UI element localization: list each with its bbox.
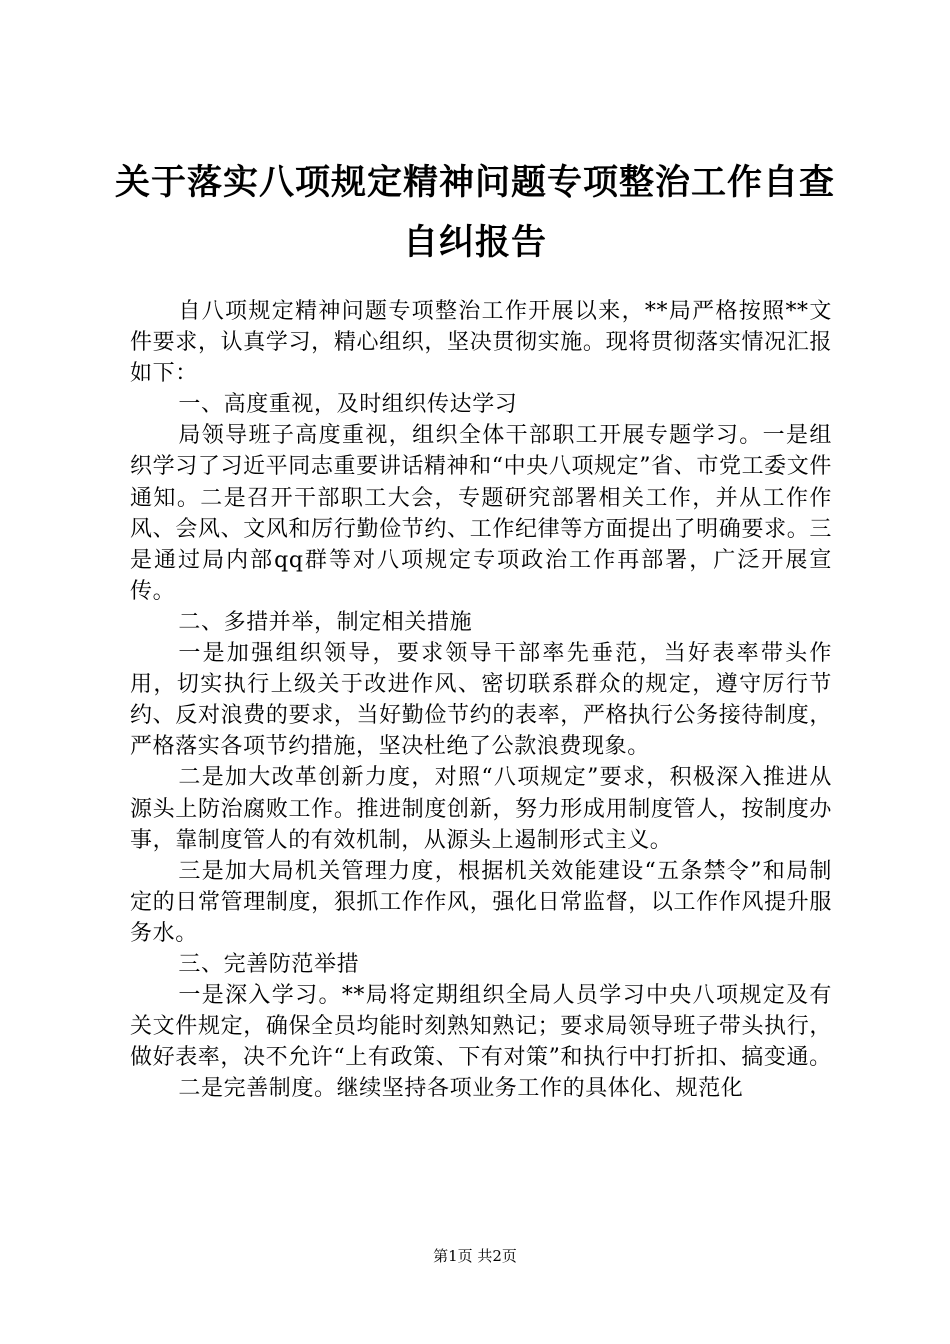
- section-2-paragraph-3: 三是加大局机关管理力度，根据机关效能建设“五条禁令”和局制定的日常管理制度，狠抓工作作风，强化日常监督，以工作作风提升服务水。: [130, 858, 832, 946]
- section-3-paragraph-2: 二是完善制度。继续坚持各项业务工作的具体化、规范化: [178, 1076, 744, 1102]
- document-body: [130, 296, 832, 1104]
- section-2-paragraph-2: 二是加大改革创新力度，对照“八项规定”要求，积极深入推进从源头上防治腐败工作。推进制度创新，努力形成用制度管人，按制度办事，靠制度管人的有效机制，从源头上遏制形式主义。: [130, 765, 832, 853]
- section-2-paragraph-1: 一是加强组织领导，要求领导干部率先垂范，当好表率带头作用，切实执行上级关于改进作风、密切联系群众的规定，遵守厉行节约、反对浪费的要求，当好勤俭节约的表率，严格执行公务接待制度，严格落实各项节约措施，坚决杜绝了公款浪费现象。: [130, 641, 832, 760]
- section-heading-3: 三、完善防范举措: [178, 951, 360, 977]
- section-heading-2: 二、多措并举，制定相关措施: [178, 609, 473, 635]
- document-title-line-1: 关于落实八项规定精神问题专项整治工作自查: [114, 163, 835, 203]
- section-heading-1: 一、高度重视，及时组织传达学习: [178, 392, 518, 418]
- page-number-footer: 第1页 共2页: [433, 1247, 517, 1265]
- section-3-paragraph-1: 一是深入学习。**局将定期组织全局人员学习中央八项规定及有关文件规定，确保全员均能时刻熟知熟记；要求局领导班子带头执行，做好表率，决不允许“上有政策、下有对策”和执行中打折扣、搞变通。: [130, 983, 832, 1071]
- section-1-paragraph: 局领导班子高度重视，组织全体干部职工开展专题学习。一是组织学习了习近平同志重要讲话精神和“中央八项规定”省、市党工委文件通知。二是召开干部职工大会，专题研究部署相关工作，并从工作作风、会风、文风和厉行勤俭节约、工作纪律等方面提出了明确要求。三是通过局内部qq群等对八项规定专项政治工作再部署，广泛开展宣传。: [130, 423, 832, 604]
- intro-paragraph: 自八项规定精神问题专项整治工作开展以来，**局严格按照**文件要求，认真学习，精心组织，坚决贯彻实施。现将贯彻落实情况汇报如下：: [130, 299, 832, 387]
- document-title-line-2: 自纠报告: [402, 223, 547, 263]
